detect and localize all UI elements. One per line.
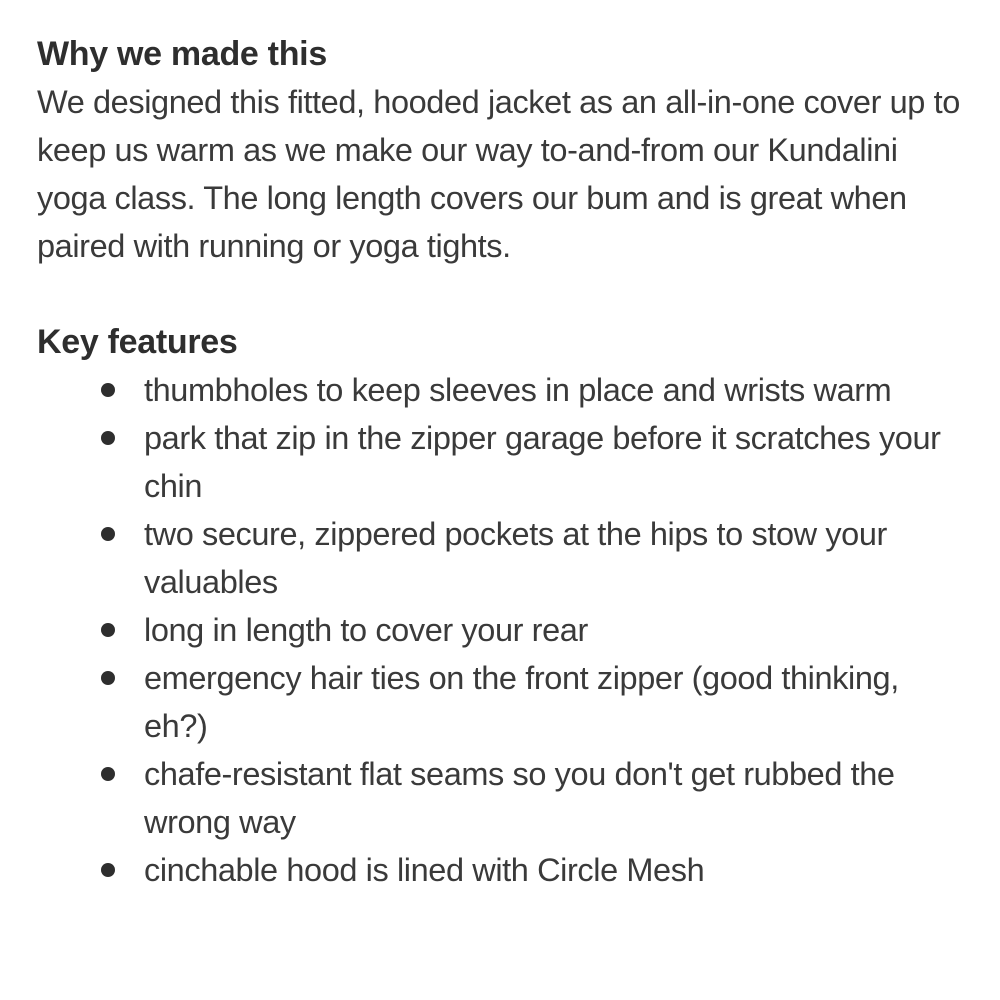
feature-text: emergency hair ties on the front zipper (good thinking, eh?) [144,660,899,744]
bullet-icon [101,527,115,541]
product-description [37,30,967,894]
feature-item-zipper-garage [37,414,967,510]
why-we-made-this-paragraph: We designed this fitted, hooded jacket as an all-in-one cover up to keep us warm as we make our way to-and-from our Kundalini yoga class. The long length covers our bum and is great when paired with running or yoga tights. [37,84,960,264]
feature-text: thumbholes to keep sleeves in place and wrists warm [144,372,892,408]
bullet-icon [101,671,115,685]
feature-text: cinchable hood is lined with Circle Mesh [144,852,705,888]
why-we-made-this-heading: Why we made this [37,35,327,73]
bullet-icon [101,623,115,637]
feature-text: long in length to cover your rear [144,612,588,648]
feature-item-thumbholes [37,366,967,414]
feature-item-length [37,606,967,654]
feature-item-pockets [37,510,967,606]
bullet-icon [101,431,115,445]
bullet-icon [101,383,115,397]
key-features-heading: Key features [37,323,238,361]
feature-text: chafe-resistant flat seams so you don't get rubbed the wrong way [144,756,895,840]
feature-item-hair-ties [37,654,967,750]
bullet-icon [101,863,115,877]
feature-text: park that zip in the zipper garage before it scratches your chin [144,420,941,504]
feature-item-hood [37,846,967,894]
key-features-list [37,366,967,894]
section-spacer [37,270,967,318]
feature-text: two secure, zippered pockets at the hips to stow your valuables [144,516,887,600]
feature-item-flat-seams [37,750,967,846]
bullet-icon [101,767,115,781]
